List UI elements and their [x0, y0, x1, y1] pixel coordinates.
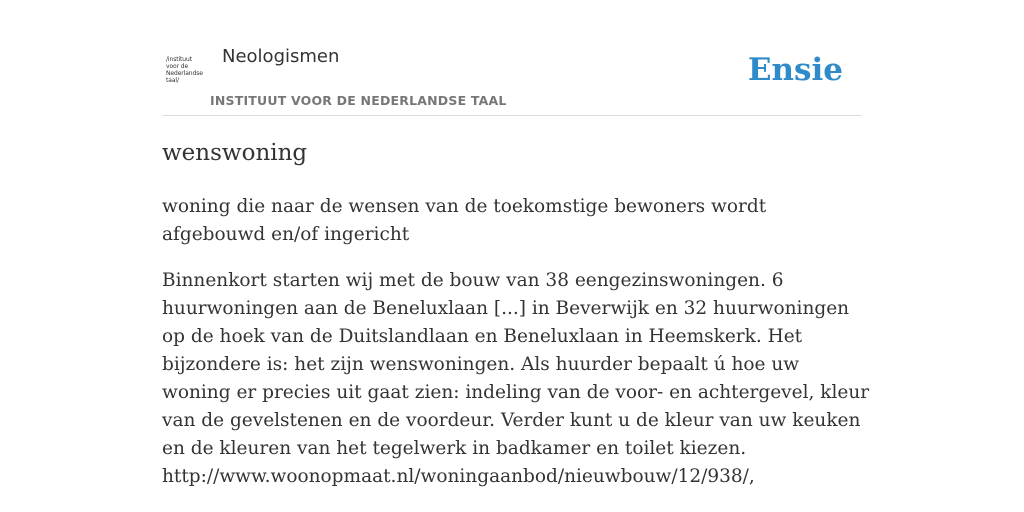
- entry-example: [162, 267, 872, 491]
- logo-line: voor de: [166, 63, 189, 70]
- example-quote: Binnenkort starten wij met de bouw van 38 eengezinswoningen. 6 huurwoningen aan de Beneluxlaan [...] in Beverwijk en 32 huurwoningen op de hoek van de Duitslandlaan en Beneluxlaan in Heemskerk. Het bijzondere is: het zijn wenswoningen. Als huurder bepaalt ú hoe uw woning er precies uit gaat zien: indeling van de voor- en achtergevel, kleur van de gevelstenen en de voordeur. Verder kunt u de kleur van uw keuken en de kleuren van het tegelwerk in badkamer en toilet kiezen.: [162, 270, 870, 459]
- entry-term: wenswoning: [162, 140, 308, 166]
- logo-line: taal/: [166, 77, 179, 84]
- logo-line: Nederlandse: [166, 70, 203, 77]
- logo-line: /instituut: [166, 56, 192, 63]
- example-source-url: http://www.woonopmaat.nl/woningaanbod/nieuwbouw/12/938/,: [162, 466, 755, 487]
- source-organization: INSTITUUT VOOR DE NEDERLANDSE TAAL: [210, 93, 507, 108]
- entry-header: [162, 0, 862, 116]
- source-title[interactable]: Neologismen: [222, 46, 340, 67]
- ivdnt-logo: [166, 56, 212, 84]
- entry-definition: woning die naar de wensen van de toekomstige bewoners wordt afgebouwd en/of ingericht: [162, 196, 767, 245]
- entry-page: [162, 0, 870, 487]
- ensie-logo[interactable]: Ensie: [747, 52, 843, 88]
